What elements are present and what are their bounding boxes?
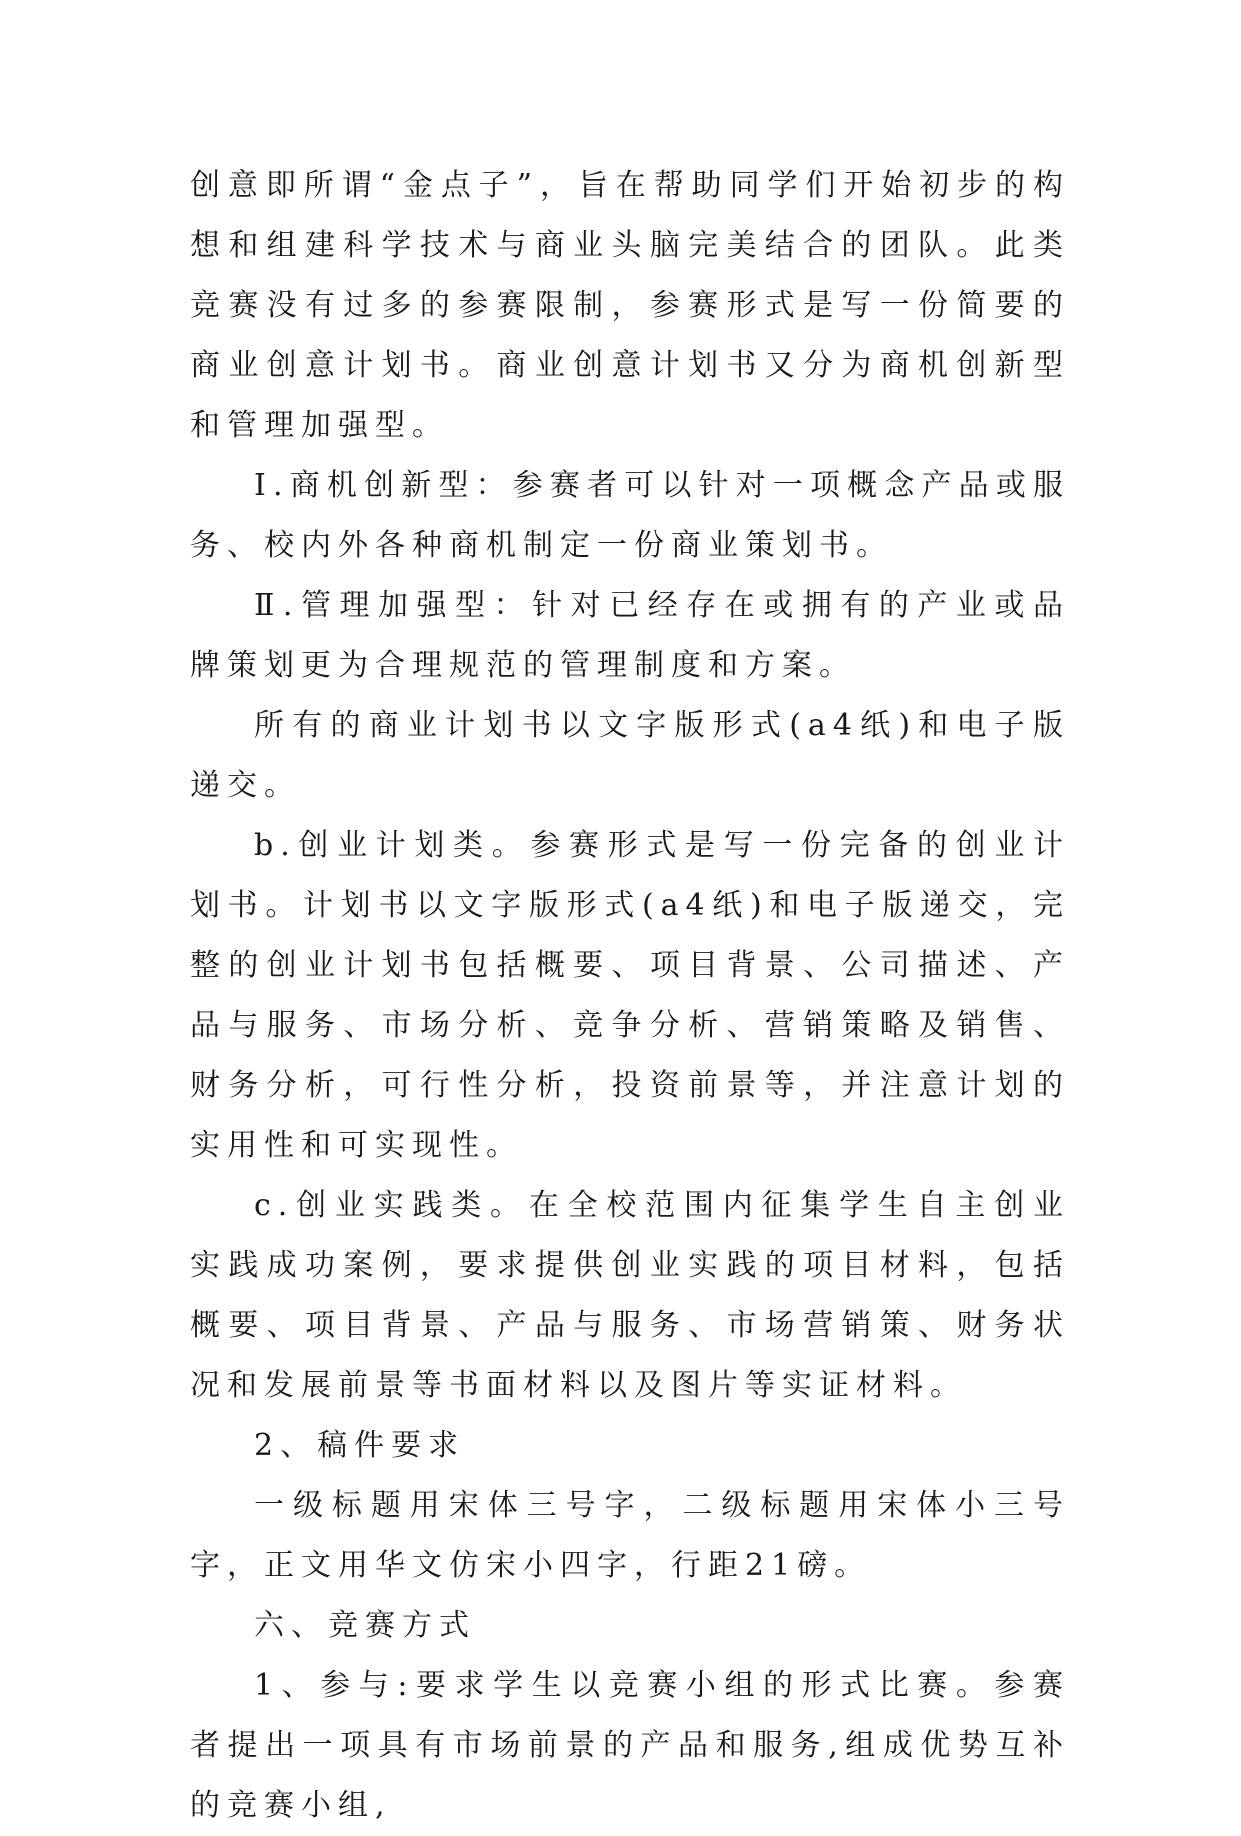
paragraph-practice: c.创业实践类。在全校范围内征集学生自主创业实践成功案例，要求提供创业实践的项目材料，包括概要、项目背景、产品与服务、市场营销策、财务状况和发展前景等书面材料以及图片等实证材料。: [190, 1188, 1070, 1403]
heading-manuscript-requirements: 2、稿件要求: [254, 1428, 466, 1463]
document-body: [190, 156, 1070, 1836]
paragraph-type-i: Ⅰ.商机创新型：参赛者可以针对一项概念产品或服务、校内外各种商机制定一份商业策划书。: [190, 468, 1070, 563]
paragraph-participation: 1、参与:要求学生以竞赛小组的形式比赛。参赛者提出一项具有市场前景的产品和服务,组成优势互补的竞赛小组,: [190, 1668, 1070, 1823]
paragraph-business-plan: b.创业计划类。参赛形式是写一份完备的创业计划书。计划书以文字版形式(a4纸)和电子版递交，完整的创业计划书包括概要、项目背景、公司描述、产品与服务、市场分析、竞争分析、营销策略及销售、财务分析，可行性分析，投资前景等，并注意计划的实用性和可实现性。: [190, 828, 1070, 1163]
paragraph-type-ii: Ⅱ.管理加强型：针对已经存在或拥有的产业或品牌策划更为合理规范的管理制度和方案。: [190, 588, 1070, 683]
paragraph-format: 一级标题用宋体三号字，二级标题用宋体小三号字，正文用华文仿宋小四字，行距21磅。: [190, 1488, 1070, 1583]
paragraph-intro: 创意即所谓“金点子”，旨在帮助同学们开始初步的构想和组建科学技术与商业头脑完美结合的团队。此类竞赛没有过多的参赛限制，参赛形式是写一份简要的商业创意计划书。商业创意计划书又分为商机创新型和管理加强型。: [190, 168, 1070, 443]
paragraph-submission: 所有的商业计划书以文字版形式(a4纸)和电子版递交。: [190, 708, 1070, 803]
heading-competition-method: 六、竞赛方式: [254, 1608, 476, 1643]
